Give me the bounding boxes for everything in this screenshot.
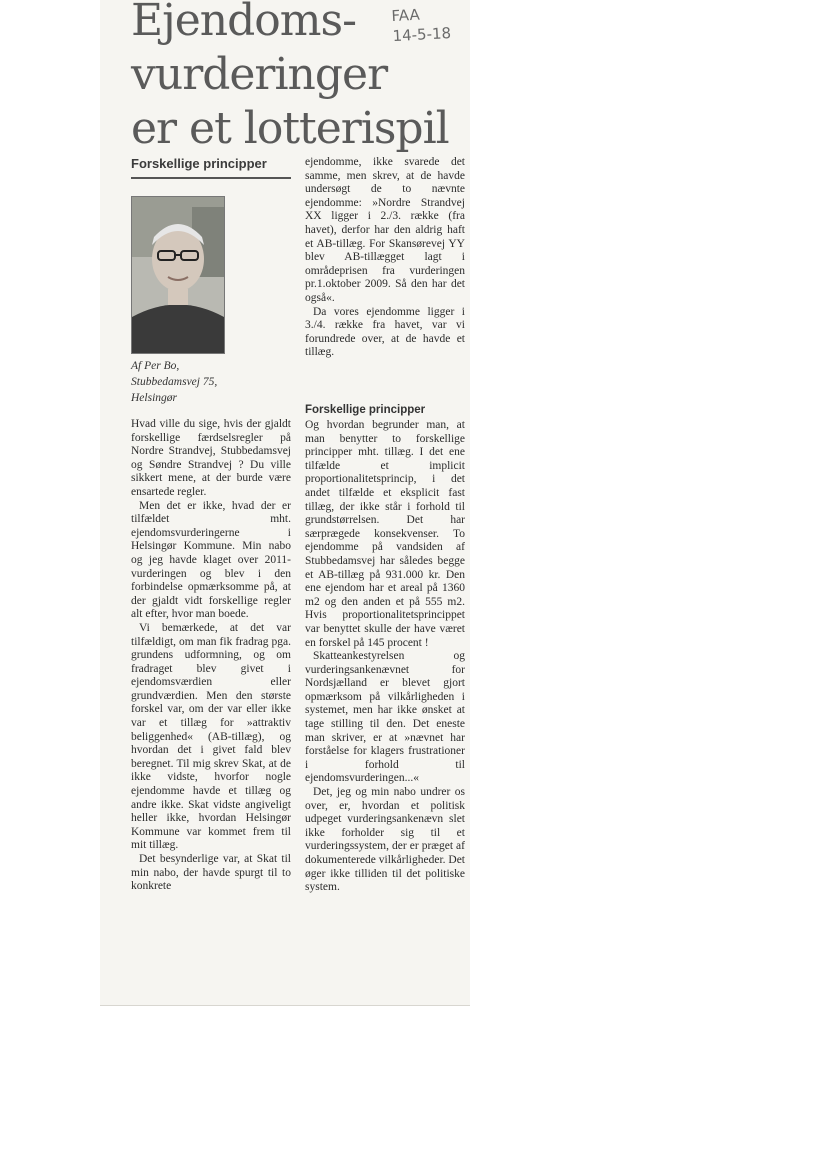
handwritten-note	[391, 2, 473, 46]
article-column-right-bottom	[305, 403, 465, 993]
paragraph: Da vores ejendomme ligger i 3./4. række fra havet, var vi forundrede over, at de havde et tillæg.	[305, 305, 465, 359]
article-column-right-top	[305, 156, 465, 392]
paragraph: Vi bemærkede, at det var tilfældigt, om man fik fradrag pga. grundens udformning, og om fradraget blev givet i ejendomsværdien eller grundværdien. Men den største forskel var, om der var eller ikke var et tillæg for »attraktiv beliggenhed« (AB-tillæg), og hvordan det i givet fald blev beregnet. Til mig skrev Skat, at de ikke vidste, hvorfor nogle ejendomme havde et tillæg og andre ikke. Skat vidste angiveligt heller ikke, hvordan Helsingør Kommune var kommet frem til mit tillæg.	[131, 621, 291, 852]
byline-address: Stubbedamsvej 75,	[131, 376, 218, 388]
subheading: Forskellige principper	[305, 404, 426, 416]
author-photo	[131, 196, 225, 354]
paragraph: Skatteankestyrelsen og vurderingsankenævnet for Nordsjælland er blevet gjort opmærksom på vilkårligheden i systemet, men har ikke ønsket at tage stilling til den. Det eneste man skriver, er at »nævnet har forståelse for klagers frustrationer i forhold til ejendomsvurderingen...«	[305, 650, 465, 785]
byline-author: Af Per Bo,	[131, 360, 180, 372]
section-title: Forskellige principper	[131, 156, 291, 179]
headline-line: er et lotterispil	[131, 103, 449, 154]
paragraph: Og hvordan begrunder man, at man benytter to forskellige principper mht. tillæg. I det ene tilfælde et implicit proportionalitetsprincip, i det andet tilfælde et eksplicit fast tillæg, der ikke står i forhold til grundstørrelsen. Det har særprægede konsekvenser. To ejendomme på vandsiden af Stubbedamsvej har således begge et AB-tillæg på 931.000 kr. Den ene ejendom har et areal på 1360 m2 og den anden et på 555 m2. Hvis proportionalitetsprincippet var benyttet skulle der have været en forskel på 145 procent !	[305, 419, 465, 649]
paragraph: Det, jeg og min nabo undrer os over, er, hvordan et politisk udpeget vurderingsankenævn slet ikke forholder sig til et vurderingssystem, der er præget af dokumenterede vilkårligheder. Det øger ikke tilliden til det politiske system.	[305, 786, 465, 894]
paragraph: Det besynderlige var, at Skat til min nabo, der havde spurgt til to konkrete	[131, 853, 291, 893]
article-column-left	[131, 418, 291, 990]
paragraph: ejendomme, ikke svarede det samme, men skrev, at de havde undersøgt de to nævnte ejendomme: »Nordre Strandvej XX ligger i 2./3. række (fra havet), derfor har den aldrig haft et AB-tillæg. For Skansørevej YY blev AB-tillægget lagt i områdeprisen fra vurderingen pr.1.oktober 2009. Så den har det også«.	[305, 156, 465, 304]
paragraph: Hvad ville du sige, hvis der gjaldt forskellige færdselsregler på Nordre Strandvej, Stubbedamsvej og Søndre Strandvej ? Du ville sikkert mene, at der burde være ensartede regler.	[131, 418, 291, 498]
paragraph: Men det er ikke, hvad der er tilfældet mht. ejendomsvurderingerne i Helsingør Kommune. Min nabo og jeg havde klaget over 2011-vurderingen og blev i den forbindelse opmærksomme på, at der gjaldt vidt forskellige regler alt efter, hvor man boede.	[131, 499, 291, 621]
handwritten-source: FAA	[391, 5, 421, 26]
byline	[131, 358, 291, 406]
handwritten-date: 14-5-18	[392, 24, 452, 46]
headline-line: vurderinger	[131, 49, 388, 100]
byline-city: Helsingør	[131, 392, 177, 404]
headline-line: Ejendoms-	[131, 0, 356, 46]
